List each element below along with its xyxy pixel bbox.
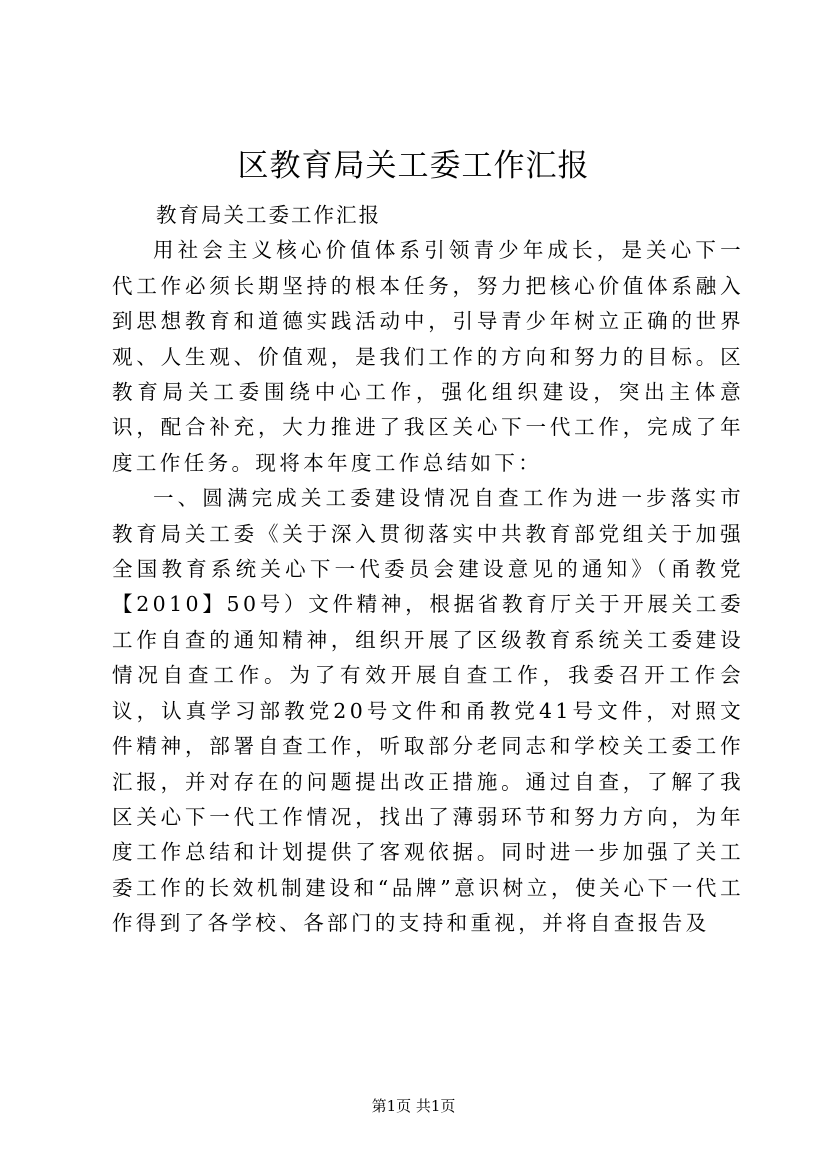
paragraph-intro: 用社会主义核心价值体系引领青少年成长，是关心下一代工作必须长期坚持的根本任务，努力把核心价值体系融入到思想教育和道德实践活动中，引导青少年树立正确的世界观、人生观、价值观，是我们工作的方向和努力的目标。区教育局关工委围绕中心工作，强化组织建设，突出主体意识，配合补充，大力推进了我区关心下一代工作，完成了年度工作任务。现将本年度工作总结如下： bbox=[112, 238, 744, 475]
document-title: 区教育局关工委工作汇报 bbox=[237, 148, 590, 184]
document-subtitle: 教育局关工委工作汇报 bbox=[156, 203, 381, 227]
paragraph-section-one: 一、圆满完成关工委建设情况自查工作为进一步落实市教育局关工委《关于深入贯彻落实中共教育部党组关于加强全国教育系统关心下一代委员会建设意见的通知》（甬教党【2010】50号）文件精神，根据省教育厅关于开展关工委工作自查的通知精神，组织开展了区级教育系统关工委建设情况自查工作。为了有效开展自查工作，我委召开工作会议，认真学习部教党20号文件和甬教党41号文件，对照文件精神，部署自查工作，听取部分老同志和学校关工委工作汇报，并对存在的问题提出改正措施。通过自查，了解了我区关心下一代工作情况，找出了薄弱环节和努力方向，为年度工作总结和计划提供了客观依据。同时进一步加强了关工委工作的长效机制建设和“品牌”意识树立，使关心下一代工作得到了各学校、各部门的支持和重视，并将自查报告及 bbox=[112, 486, 744, 936]
page-footer: 第1页 共1页 bbox=[371, 1097, 456, 1115]
document-body bbox=[112, 198, 744, 942]
